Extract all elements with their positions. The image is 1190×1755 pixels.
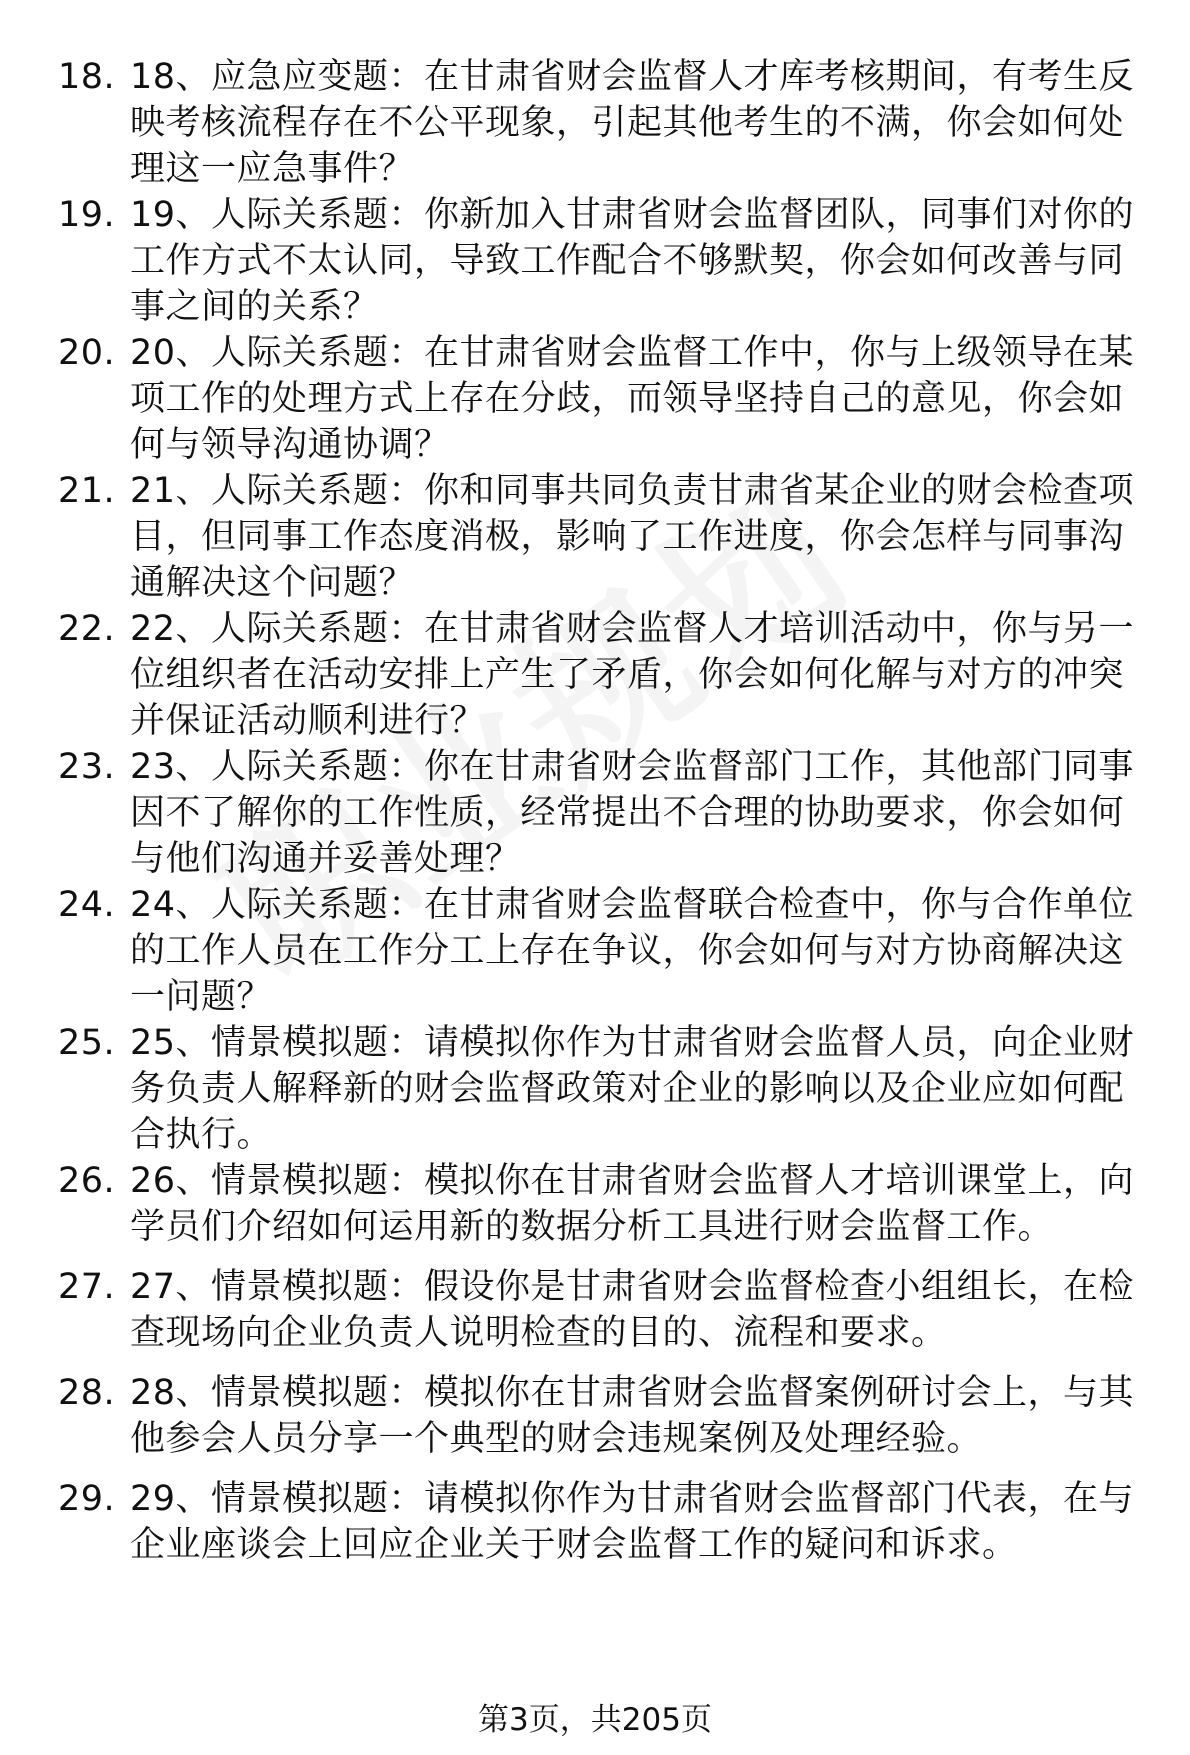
question-number: 29. [58,1479,116,1519]
question-number: 22. [58,609,116,649]
question-item [58,606,1158,744]
question-number: 19. [58,195,116,235]
question-number: 18. [58,57,116,97]
question-item [58,1158,1158,1264]
question-number: 21. [58,471,116,511]
question-number: 25. [58,1023,116,1063]
question-item [58,744,1158,882]
question-item [58,1370,1158,1476]
question-number: 24. [58,885,116,925]
question-text: 21、人际关系题：你和同事共同负责甘肃省某企业的财会检查项目，但同事工作态度消极，影响了工作进度，你会怎样与同事沟通解决这个问题？ [130,471,1135,603]
question-text: 25、情景模拟题：请模拟你作为甘肃省财会监督人员，向企业财务负责人解释新的财会监督政策对企业的影响以及企业应如何配合执行。 [130,1023,1135,1155]
question-list [58,54,1158,1568]
page-footer: 第3页，共205页 [478,1702,712,1738]
question-item [58,330,1158,468]
question-text: 19、人际关系题：你新加入甘肃省财会监督团队，同事们对你的工作方式不太认同，导致工作配合不够默契，你会如何改善与同事之间的关系？ [130,195,1135,327]
question-text: 20、人际关系题：在甘肃省财会监督工作中，你与上级领导在某项工作的处理方式上存在分歧，而领导坚持自己的意见，你会如何与领导沟通协调？ [130,333,1135,465]
question-text: 24、人际关系题：在甘肃省财会监督联合检查中，你与合作单位的工作人员在工作分工上存在争议，你会如何与对方协商解决这一问题？ [130,885,1135,1017]
question-item [58,1264,1158,1370]
question-item [58,1476,1158,1568]
question-number: 23. [58,747,116,787]
question-text: 28、情景模拟题：模拟你在甘肃省财会监督案例研讨会上，与其他参会人员分享一个典型的财会违规案例及处理经验。 [130,1373,1135,1459]
question-text: 29、情景模拟题：请模拟你作为甘肃省财会监督部门代表，在与企业座谈会上回应企业关于财会监督工作的疑问和诉求。 [130,1479,1135,1565]
question-number: 20. [58,333,116,373]
question-item [58,54,1158,192]
question-item [58,192,1158,330]
question-text: 23、人际关系题：你在甘肃省财会监督部门工作，其他部门同事因不了解你的工作性质，经常提出不合理的协助要求，你会如何与他们沟通并妥善处理？ [130,747,1135,879]
question-item [58,1020,1158,1158]
question-text: 22、人际关系题：在甘肃省财会监督人才培训活动中，你与另一位组织者在活动安排上产生了矛盾，你会如何化解与对方的冲突并保证活动顺利进行？ [130,609,1135,741]
question-item [58,882,1158,1020]
question-text: 18、应急应变题：在甘肃省财会监督人才库考核期间，有考生反映考核流程存在不公平现象，引起其他考生的不满，你会如何处理这一应急事件？ [130,57,1135,189]
question-text: 27、情景模拟题：假设你是甘肃省财会监督检查小组组长，在检查现场向企业负责人说明检查的目的、流程和要求。 [130,1267,1135,1353]
question-item [58,468,1158,606]
question-number: 28. [58,1373,116,1413]
question-text: 26、情景模拟题：模拟你在甘肃省财会监督人才培训课堂上，向学员们介绍如何运用新的数据分析工具进行财会监督工作。 [130,1161,1135,1247]
question-number: 27. [58,1267,116,1307]
question-number: 26. [58,1161,116,1201]
